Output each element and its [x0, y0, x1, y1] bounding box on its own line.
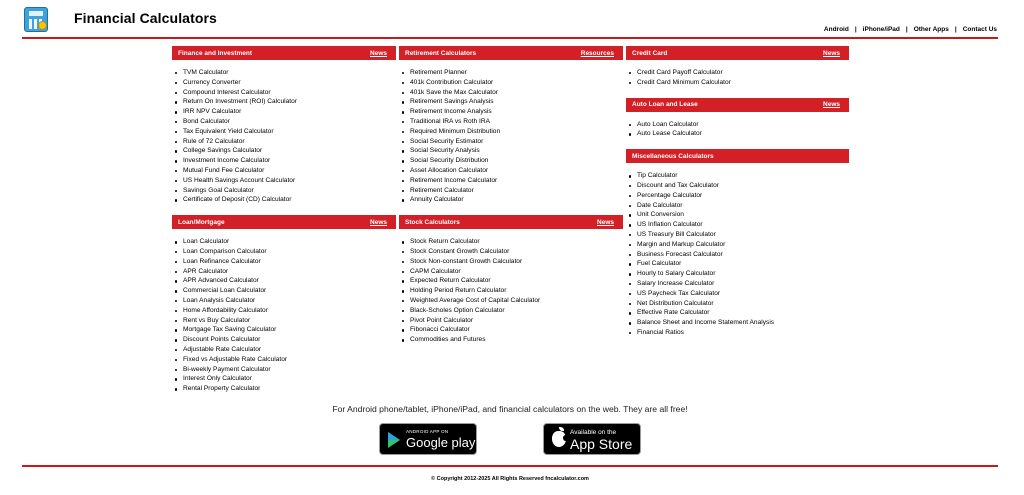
site-title[interactable]: Financial Calculators	[74, 10, 217, 26]
calculator-link[interactable]: Rental Property Calculator	[183, 385, 261, 393]
calculator-link[interactable]: Weighted Average Cost of Capital Calculator	[410, 296, 541, 304]
section-header-auto	[626, 98, 849, 112]
list-item	[399, 195, 623, 205]
list-item	[172, 186, 396, 196]
list-item	[626, 201, 849, 211]
list-item	[399, 286, 623, 296]
list-item	[172, 78, 396, 88]
list-item	[399, 267, 623, 277]
calculator-link[interactable]: Date Calculator	[637, 201, 683, 209]
list-item	[626, 289, 849, 299]
calculator-link[interactable]: Bi-weekly Payment Calculator	[183, 365, 271, 373]
calculator-link[interactable]: Pivot Point Calculator	[410, 316, 474, 324]
calculator-link[interactable]: Unit Conversion	[637, 211, 684, 219]
finance-news-link[interactable]: News	[370, 49, 387, 57]
list-item	[172, 325, 396, 335]
calculator-link[interactable]: Loan Comparison Calculator	[183, 247, 267, 255]
calculator-link[interactable]: US Treasury Bill Calculator	[637, 230, 716, 238]
list-item	[399, 68, 623, 78]
list-item	[626, 240, 849, 250]
app-store-label: App Store	[570, 436, 633, 452]
calculator-link[interactable]: Bond Calculator	[183, 117, 230, 125]
section-header-loan	[172, 215, 396, 229]
calculator-link[interactable]: Tax Equivalent Yield Calculator	[183, 127, 274, 135]
calculator-link[interactable]: Black-Scholes Option Calculator	[410, 306, 505, 314]
list-item	[172, 286, 396, 296]
logo-coin	[38, 21, 47, 30]
list-item	[172, 345, 396, 355]
list-item	[172, 306, 396, 316]
list-item	[172, 166, 396, 176]
calculator-link[interactable]: Loan Refinance Calculator	[183, 257, 261, 265]
list-item	[626, 230, 849, 240]
section-header-finance	[172, 46, 396, 60]
section-header-retirement	[399, 46, 623, 60]
calculator-link[interactable]: Commodities and Futures	[410, 336, 486, 344]
calculator-link[interactable]: Social Security Analysis	[410, 147, 480, 155]
stock-news-link[interactable]: News	[597, 218, 614, 226]
calculator-link[interactable]: US Paycheck Tax Calculator	[637, 289, 721, 297]
calculator-link[interactable]: Loan Analysis Calculator	[183, 296, 256, 304]
list-retirement	[399, 68, 623, 205]
calculator-link[interactable]: Commercial Loan Calculator	[183, 287, 267, 295]
list-item	[172, 257, 396, 267]
nav-separator: |	[854, 26, 857, 33]
list-item	[399, 247, 623, 257]
loan-news-link[interactable]: News	[370, 218, 387, 226]
list-item	[626, 259, 849, 269]
copyright: © Copyright 2012-2025 All Rights Reserved fncalculator.com	[431, 476, 589, 482]
calculator-link[interactable]: Social Security Estimator	[410, 137, 484, 145]
list-item	[172, 384, 396, 394]
calculator-link[interactable]: Hourly to Salary Calculator	[637, 270, 716, 278]
nav-other-apps[interactable]: Other Apps	[913, 26, 949, 33]
section-title: Auto Loan and Lease	[632, 101, 698, 109]
calculator-link[interactable]: Stock Constant Growth Calculator	[410, 247, 510, 255]
list-item	[626, 279, 849, 289]
list-finance	[172, 68, 396, 205]
calculator-link[interactable]: Credit Card Payoff Calculator	[637, 69, 723, 76]
list-item	[399, 316, 623, 326]
section-header-credit	[626, 46, 849, 60]
list-item	[399, 257, 623, 267]
calculator-link[interactable]: Retirement Income Calculator	[410, 176, 498, 184]
calculator-link[interactable]: Retirement Planner	[410, 69, 467, 76]
calculator-link[interactable]: Business Forecast Calculator	[637, 250, 723, 258]
list-item	[399, 137, 623, 147]
logo-screen	[29, 11, 43, 16]
list-item	[399, 146, 623, 156]
site-header	[0, 0, 1024, 40]
calculator-link[interactable]: Rule of 72 Calculator	[183, 137, 245, 145]
google-play-icon-shade	[388, 432, 400, 440]
list-item	[172, 195, 396, 205]
calculator-link[interactable]: Holding Period Return Calculator	[410, 287, 507, 295]
list-item	[626, 299, 849, 309]
calculator-link[interactable]: Fibonacci Calculator	[410, 326, 470, 334]
list-item	[399, 127, 623, 137]
calculator-link[interactable]: IRR NPV Calculator	[183, 108, 242, 116]
calculator-link[interactable]: Interest Only Calculator	[183, 375, 252, 383]
list-item	[399, 156, 623, 166]
calculator-link[interactable]: Compound Interest Calculator	[183, 88, 271, 96]
calculator-link[interactable]: Social Security Distribution	[410, 157, 489, 165]
calculator-link[interactable]: Return On Investment (ROI) Calculator	[183, 98, 297, 106]
list-item	[172, 97, 396, 107]
calculator-link[interactable]: Retirement Savings Analysis	[410, 98, 494, 106]
calculator-link[interactable]: Tip Calculator	[637, 172, 678, 180]
list-item	[172, 176, 396, 186]
calculator-link[interactable]: Traditional IRA vs Roth IRA	[410, 117, 491, 125]
header-divider	[22, 37, 998, 39]
app-store-badge[interactable]	[543, 423, 641, 455]
list-item	[399, 78, 623, 88]
calculator-link[interactable]: Retirement Calculator	[410, 186, 474, 194]
list-item	[172, 374, 396, 384]
list-item	[626, 308, 849, 318]
list-item	[626, 250, 849, 260]
calculator-link[interactable]: APR Advanced Calculator	[183, 277, 259, 285]
list-item	[172, 107, 396, 117]
list-item	[172, 146, 396, 156]
list-item	[172, 276, 396, 286]
list-item	[626, 171, 849, 181]
calculator-link[interactable]: Retirement Income Analysis	[410, 108, 492, 116]
calculator-link[interactable]: Salary Increase Calculator	[637, 279, 715, 287]
section-title: Credit Card	[632, 49, 668, 57]
list-item	[626, 220, 849, 230]
list-item	[399, 325, 623, 335]
calculator-link[interactable]: Margin and Markup Calculator	[637, 240, 726, 248]
calculator-link[interactable]: 401k Contribution Calculator	[410, 78, 494, 86]
list-item	[172, 316, 396, 326]
calculator-link[interactable]: Rent vs Buy Calculator	[183, 316, 251, 324]
calculator-link[interactable]: CAPM Calculator	[410, 267, 461, 275]
section-header-misc	[626, 149, 849, 163]
google-play-badge[interactable]	[379, 423, 477, 455]
list-item	[172, 355, 396, 365]
apple-icon	[552, 431, 566, 447]
list-item	[172, 335, 396, 345]
calculator-link[interactable]: Certificate of Deposit (CD) Calculator	[183, 196, 292, 204]
app-store-small-text: Available on the	[570, 429, 617, 436]
list-item	[626, 120, 849, 130]
retirement-resources-link[interactable]: Resources	[580, 49, 614, 57]
calculator-link[interactable]: 401k Save the Max Calculator	[410, 88, 498, 96]
calculator-link[interactable]: Stock Return Calculator	[410, 238, 480, 246]
list-item	[172, 237, 396, 247]
section-title: Finance and Investment	[178, 49, 253, 57]
footer-divider	[22, 465, 998, 467]
calculator-link[interactable]: Discount and Tax Calculator	[637, 181, 719, 189]
list-item	[626, 191, 849, 201]
list-item	[626, 328, 849, 338]
calculator-link[interactable]: Auto Loan Calculator	[637, 120, 699, 128]
list-item	[399, 176, 623, 186]
calculator-logo-icon[interactable]	[24, 7, 48, 32]
list-item	[626, 129, 849, 139]
calculator-link[interactable]: Net Distribution Calculator	[637, 299, 714, 307]
nav-contact-us[interactable]: Contact Us	[962, 26, 997, 33]
calculator-link[interactable]: Annuity Calculator	[410, 196, 464, 204]
column-left	[172, 46, 396, 404]
list-item	[172, 296, 396, 306]
calculator-link[interactable]: Mortgage Tax Saving Calculator	[183, 326, 277, 334]
list-item	[172, 88, 396, 98]
calculator-link[interactable]: US Health Savings Account Calculator	[183, 176, 296, 184]
section-title: Miscellaneous Calculators	[632, 152, 714, 160]
section-title: Loan/Mortgage	[178, 218, 225, 226]
calculator-link[interactable]: Savings Goal Calculator	[183, 186, 254, 194]
credit-news-link[interactable]: News	[823, 49, 840, 57]
list-misc	[626, 171, 849, 338]
promo-text: For Android phone/tablet, iPhone/iPad, and financial calculators on the web. They are all free!	[332, 404, 688, 414]
nav-separator: |	[954, 26, 957, 33]
section-header-stock	[399, 215, 623, 229]
list-item	[172, 365, 396, 375]
calculator-link[interactable]: College Savings Calculator	[183, 147, 263, 155]
nav-separator: |	[905, 26, 908, 33]
calculator-link[interactable]: APR Calculator	[183, 267, 229, 275]
list-auto	[626, 120, 849, 140]
list-loan	[172, 237, 396, 394]
list-item	[626, 318, 849, 328]
calculator-link[interactable]: Credit Card Minimum Calculator	[637, 78, 731, 86]
calculator-link[interactable]: Mutual Fund Fee Calculator	[183, 166, 265, 174]
list-item	[626, 269, 849, 279]
calculator-link[interactable]: Fuel Calculator	[637, 260, 682, 268]
google-play-small-text: ANDROID APP ON	[406, 429, 449, 434]
list-item	[399, 107, 623, 117]
calculator-link[interactable]: Effective Rate Calculator	[637, 309, 710, 317]
calculator-link[interactable]: Percentage Calculator	[637, 191, 703, 199]
list-item	[399, 117, 623, 127]
list-item	[172, 267, 396, 277]
list-item	[172, 156, 396, 166]
list-item	[399, 335, 623, 345]
column-middle	[399, 46, 623, 355]
list-item	[399, 276, 623, 286]
calculator-link[interactable]: Loan Calculator	[183, 238, 230, 246]
calculator-link[interactable]: Auto Lease Calculator	[637, 130, 702, 138]
list-item	[626, 210, 849, 220]
nav-iphone-ipad[interactable]: iPhone/iPad	[862, 26, 900, 33]
list-item	[399, 296, 623, 306]
list-item	[172, 247, 396, 257]
list-item	[172, 137, 396, 147]
calculator-link[interactable]: Asset Allocation Calculator	[410, 166, 489, 174]
calculator-link[interactable]: TVM Calculator	[183, 69, 229, 76]
list-item	[399, 97, 623, 107]
calculator-link[interactable]: Balance Sheet and Income Statement Analysis	[637, 319, 775, 327]
list-item	[626, 68, 849, 78]
list-item	[399, 88, 623, 98]
list-item	[626, 181, 849, 191]
list-item	[399, 186, 623, 196]
calculator-link[interactable]: Stock Non-constant Growth Calculator	[410, 257, 523, 265]
calculator-link[interactable]: Investment Income Calculator	[183, 157, 271, 165]
column-right	[626, 46, 849, 348]
calculator-link[interactable]: Expected Return Calculator	[410, 277, 491, 285]
nav-android[interactable]: Android	[823, 26, 849, 33]
top-nav	[824, 26, 997, 33]
list-stock	[399, 237, 623, 345]
list-item	[399, 306, 623, 316]
list-item	[172, 68, 396, 78]
list-item	[172, 127, 396, 137]
apple-leaf-icon	[559, 427, 564, 431]
list-credit	[626, 68, 849, 88]
calculator-link[interactable]: Required Minimum Distribution	[410, 127, 501, 135]
section-title: Stock Calculators	[405, 218, 460, 226]
section-title: Retirement Calculators	[405, 49, 477, 57]
list-item	[399, 237, 623, 247]
calculator-link[interactable]: Adjustable Rate Calculator	[183, 345, 262, 353]
calculator-link[interactable]: Home Affordability Calculator	[183, 306, 268, 314]
calculator-link[interactable]: Fixed vs Adjustable Rate Calculator	[183, 355, 288, 363]
list-item	[172, 117, 396, 127]
calculator-link[interactable]: US Inflation Calculator	[637, 221, 703, 229]
list-item	[399, 166, 623, 176]
calculator-link[interactable]: Financial Ratios	[637, 328, 684, 336]
list-item	[626, 78, 849, 88]
google-play-label: Google play	[406, 435, 476, 450]
auto-news-link[interactable]: News	[823, 101, 840, 109]
calculator-link[interactable]: Currency Converter	[183, 78, 241, 86]
calculator-link[interactable]: Discount Points Calculator	[183, 336, 261, 344]
